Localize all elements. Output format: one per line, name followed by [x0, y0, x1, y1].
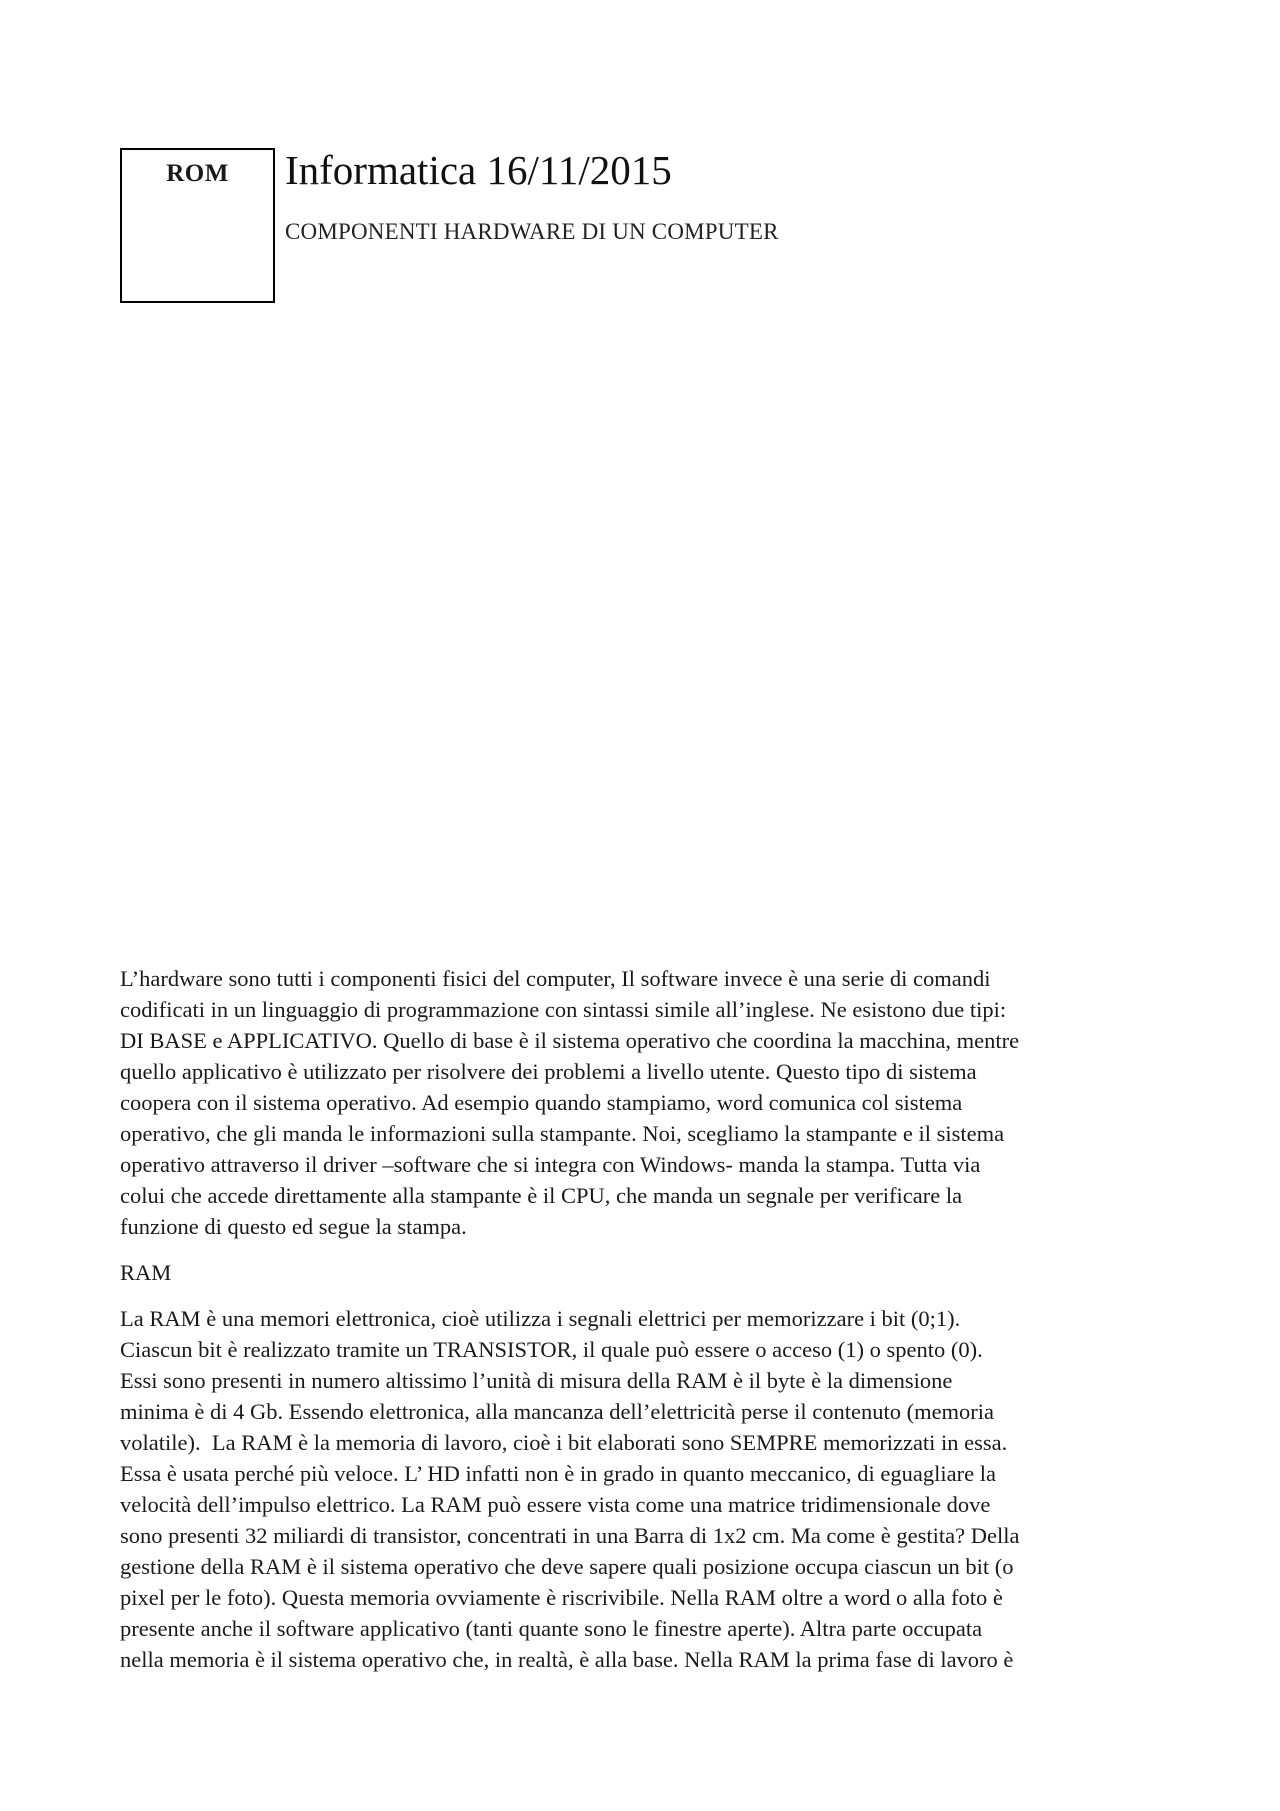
rom-box-label: ROM: [166, 160, 229, 187]
text-line: operativo, che gli manda le informazioni sulla stampante. Noi, scegliamo la stampante e il sistema: [120, 1121, 1005, 1146]
text-line: L’hardware sono tutti i componenti fisici del computer, Il software invece è una serie di comandi: [120, 966, 991, 991]
document-title: Informatica 16/11/2015: [285, 147, 672, 193]
text-line: Essi sono presenti in numero altissimo l’unità di misura della RAM è il byte è la dimensione: [120, 1368, 953, 1393]
text-line: La RAM è una memori elettronica, cioè utilizza i segnali elettrici per memorizzare i bit (0;1).: [120, 1306, 961, 1331]
text-line: volatile). La RAM è la memoria di lavoro, cioè i bit elaborati sono SEMPRE memorizzati in essa.: [120, 1430, 1008, 1455]
text-line: operativo attraverso il driver –software che si integra con Windows- manda la stampa. Tutta via: [120, 1152, 981, 1177]
text-line: funzione di questo ed segue la stampa.: [120, 1214, 467, 1239]
text-line: colui che accede direttamente alla stampante è il CPU, che manda un segnale per verificare la: [120, 1183, 963, 1208]
text-line: presente anche il software applicativo (tanti quante sono le finestre aperte). Altra parte occupata: [120, 1616, 983, 1641]
text-line: DI BASE e APPLICATIVO. Quello di base è il sistema operativo che coordina la macchina, mentre: [120, 1028, 1020, 1053]
text-line: pixel per le foto). Questa memoria ovviamente è riscrivibile. Nella RAM oltre a word o alla foto è: [120, 1585, 1003, 1610]
document-header: [285, 148, 779, 243]
text-line: nella memoria è il sistema operativo che, in realtà, è alla base. Nella RAM la prima fase di lavoro è: [120, 1647, 1014, 1672]
intro-paragraph: [120, 963, 1170, 1242]
text-line: coopera con il sistema operativo. Ad esempio quando stampiamo, word comunica col sistema: [120, 1090, 963, 1115]
document-body: [120, 963, 1170, 1690]
text-line: velocità dell’impulso elettrico. La RAM può essere vista come una matrice tridimensionale dove: [120, 1492, 991, 1517]
text-line: gestione della RAM è il sistema operativo che deve sapere quali posizione occupa ciascun un bit (o: [120, 1554, 1014, 1579]
section-heading-ram: RAM: [120, 1260, 172, 1285]
text-line: Essa è usata perché più veloce. L’ HD infatti non è in grado in quanto meccanico, di eguagliare la: [120, 1461, 996, 1486]
text-line: quello applicativo è utilizzato per risolvere dei problemi a livello utente. Questo tipo di sistema: [120, 1059, 977, 1084]
text-line: sono presenti 32 miliardi di transistor, concentrati in una Barra di 1x2 cm. Ma come è gestita? Della: [120, 1523, 1020, 1548]
text-line: minima è di 4 Gb. Essendo elettronica, alla mancanza dell’elettricità perse il contenuto (memoria: [120, 1399, 995, 1424]
text-line: Ciascun bit è realizzato tramite un TRANSISTOR, il quale può essere o acceso (1) o spento (0).: [120, 1337, 983, 1362]
text-line: codificati in un linguaggio di programmazione con sintassi simile all’inglese. Ne esistono due tipi:: [120, 997, 1007, 1022]
document-subtitle: COMPONENTI HARDWARE DI UN COMPUTER: [285, 219, 779, 244]
rom-box: [120, 148, 275, 303]
ram-paragraph: [120, 1303, 1170, 1675]
